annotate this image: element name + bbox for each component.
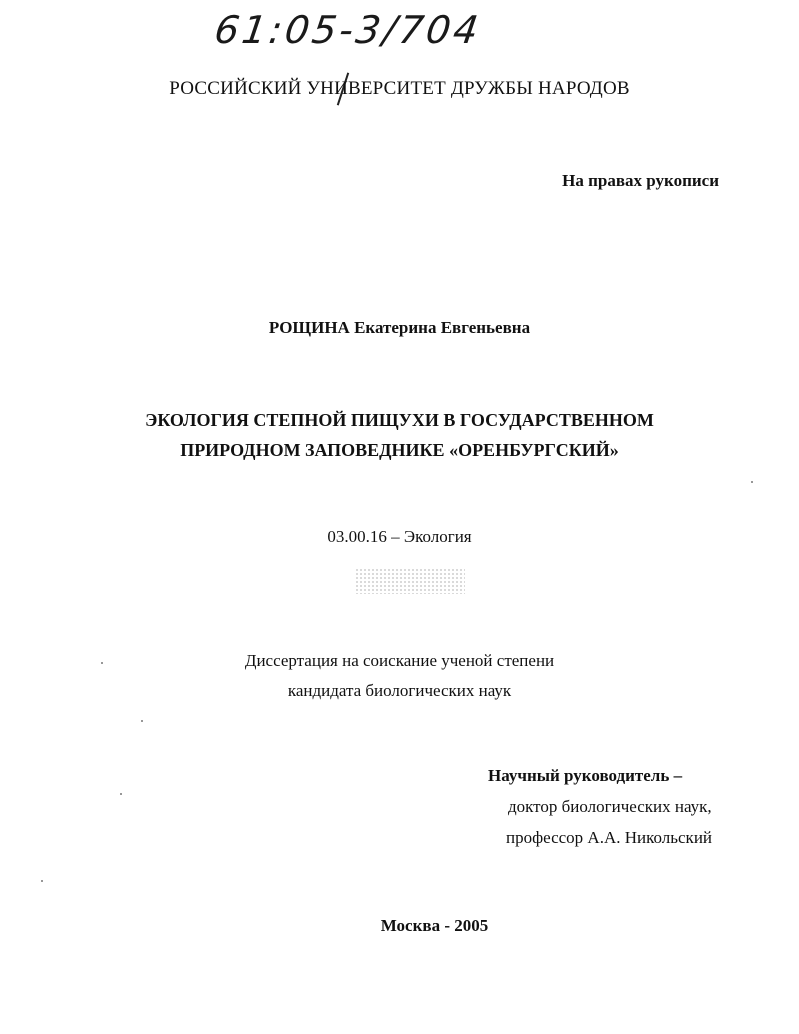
degree-line-2: кандидата биологических наук [287,681,512,700]
scan-speck [41,880,43,882]
speciality-code: 03.00.16 – Экология [327,527,472,546]
scan-speck [141,720,143,722]
supervisor-degree: доктор биологических наук, [508,797,712,816]
manuscript-rights-note: На правах рукописи [562,171,719,190]
scan-speck [101,662,103,664]
dissertation-title [0,405,799,465]
faint-stamp-mark [355,568,465,594]
dissertation-degree [0,646,799,706]
handwritten-archive-number: 61:05-3/704 [211,8,484,52]
supervisor-name: профессор А.А. Никольский [506,828,713,847]
supervisor-label: Научный руководитель – [488,766,683,785]
scan-speck [751,481,753,483]
scan-speck [120,793,122,795]
title-line-1: ЭКОЛОГИЯ СТЕПНОЙ ПИЩУХИ В ГОСУДАРСТВЕННОМ [145,410,654,430]
degree-line-1: Диссертация на соискание ученой степени [244,651,555,670]
university-name: РОССИЙСКИЙ УНИВЕРСИТЕТ ДРУЖБЫ НАРОДОВ [169,78,630,99]
author-name: РОЩИНА Екатерина Евгеньевна [268,318,531,337]
city-year: Москва - 2005 [380,916,489,935]
title-line-2: ПРИРОДНОМ ЗАПОВЕДНИКЕ «ОРЕНБУРГСКИЙ» [180,440,619,460]
